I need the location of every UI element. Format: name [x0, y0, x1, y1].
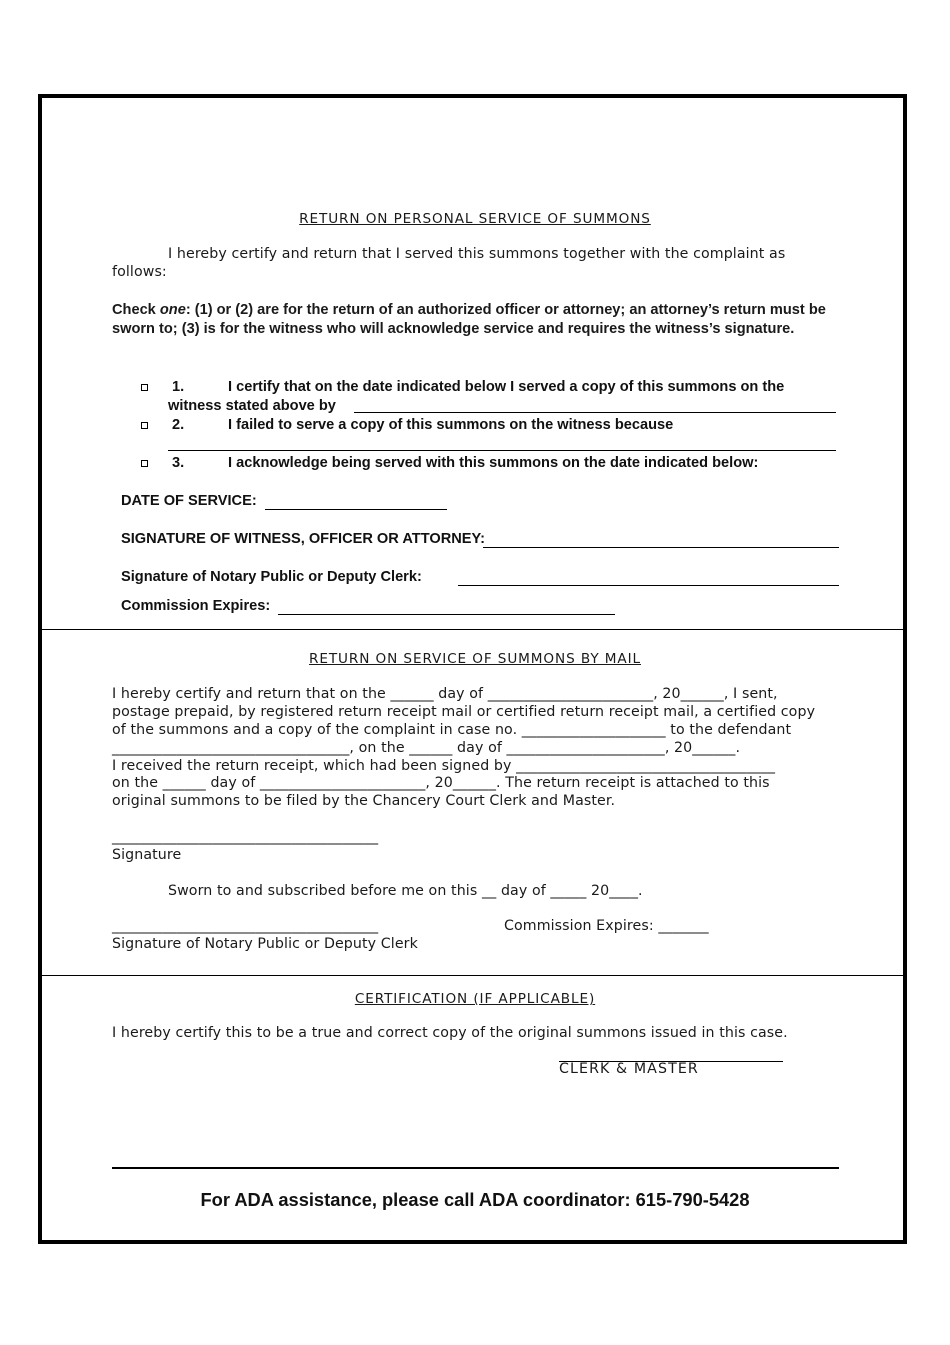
notary-signature-label: Signature of Notary Public or Deputy Clerk [112, 936, 418, 952]
section-divider-1 [41, 629, 907, 630]
check-instructions: Check one: (1) or (2) are for the return of an authorized officer or attorney; an attorney’s return must be sworn to; (3) is for the witness who will acknowledge service and requires the witness’s signature. [112, 302, 826, 337]
signature-witness-label: SIGNATURE OF WITNESS, OFFICER OR ATTORNEY: [121, 531, 486, 547]
option-1-continuation: witness stated above by [168, 398, 336, 414]
mail-line-5: I received the return receipt, which had been signed by ____________________________________ [112, 758, 776, 774]
mail-line-3: of the summons and a copy of the complaint in case no. ____________________ to the defendant [112, 722, 792, 738]
option-1-checkbox[interactable] [141, 384, 148, 391]
footer-rule [112, 1167, 839, 1169]
mail-commission-expires: Commission Expires: _______ [504, 918, 709, 934]
mail-line-6: on the ______ day of _______________________, 20______. The return receipt is attached to this [112, 775, 770, 791]
option-3-number: 3. [172, 455, 185, 471]
mail-signature-label: Signature [112, 847, 182, 863]
section-divider-2 [41, 975, 907, 976]
personal-service-title: RETURN ON PERSONAL SERVICE OF SUMMONS [299, 211, 651, 227]
option-2-checkbox[interactable] [141, 422, 148, 429]
mail-line-2: postage prepaid, by registered return receipt mail or certified return receipt mail, a certified copy [112, 704, 816, 720]
mail-service-title: RETURN ON SERVICE OF SUMMONS BY MAIL [309, 651, 641, 667]
certification-text: I hereby certify this to be a true and correct copy of the original summons issued in this case. [112, 1025, 788, 1041]
signature-witness-line[interactable] [483, 547, 839, 548]
commission-expires-label: Commission Expires: [121, 598, 271, 614]
option-2-number: 2. [172, 417, 185, 433]
mail-line-7: original summons to be filed by the Chancery Court Clerk and Master. [112, 793, 616, 809]
form-border [38, 94, 907, 1244]
commission-expires-line[interactable] [278, 614, 615, 615]
mail-signature-blank[interactable]: _____________________________________ [112, 829, 379, 845]
signature-notary-label: Signature of Notary Public or Deputy Clerk: [121, 569, 422, 585]
certification-title: CERTIFICATION (IF APPLICABLE) [354, 991, 596, 1007]
personal-certify-line2: follows: [112, 264, 167, 280]
sworn-statement: Sworn to and subscribed before me on this __ day of _____ 20____. [168, 883, 643, 899]
option-3-checkbox[interactable] [141, 460, 148, 467]
ada-assistance-text: For ADA assistance, please call ADA coordinator: 615-790-5428 [200, 1189, 750, 1210]
option-1-number: 1. [172, 379, 185, 395]
mail-line-1: I hereby certify and return that on the ______ day of _______________________, 20______, I sent, [112, 686, 778, 702]
option-1-text: I certify that on the date indicated below I served a copy of this summons on the [228, 379, 785, 395]
notary-signature-blank[interactable]: _____________________________________ [112, 918, 379, 934]
clerk-master-label: CLERK & MASTER [559, 1061, 699, 1077]
date-of-service-line[interactable] [265, 509, 447, 510]
check-one-emphasis: one [159, 302, 186, 318]
failure-reason-line[interactable] [168, 450, 836, 451]
option-2-text: I failed to serve a copy of this summons on the witness because [228, 417, 674, 433]
served-by-line[interactable] [354, 412, 836, 413]
date-of-service-label: DATE OF SERVICE: [121, 493, 257, 509]
option-3-text: I acknowledge being served with this summons on the date indicated below: [228, 455, 759, 471]
mail-line-4: _________________________________, on the ______ day of ______________________, 20______. [112, 740, 741, 756]
signature-notary-line[interactable] [458, 585, 839, 586]
personal-certify-line1: I hereby certify and return that I served this summons together with the complaint as [168, 246, 786, 262]
